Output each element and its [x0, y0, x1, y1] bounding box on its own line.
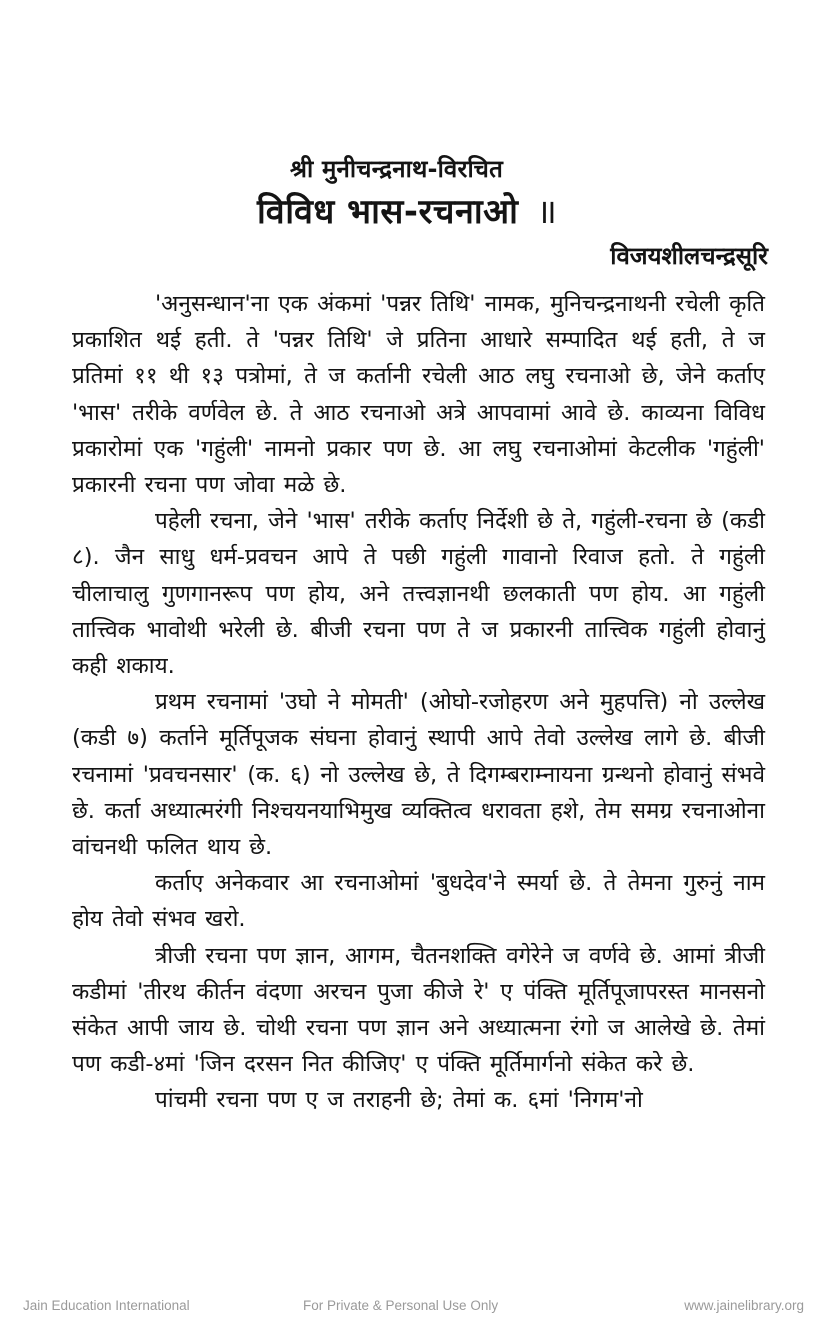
paragraph-2: पहेली रचना, जेने 'भास' तरीके कर्ताए निर्देशी छे ते, गहुंली-रचना छे (कडी ८). जैन साधु धर्म-प्रवचन आपे ते पछी गहुंली गावानो रिवाज हतो. ते गहुंली चीलाचालु गुणगानरूप पण होय, अने तत्त्वज्ञानथी छलकाती पण होय. आ गहुंली तात्त्विक भावोथी भरेली छे. बीजी रचना पण ते ज प्रकारनी तात्त्विक गहुंली होवानुं कही शकाय. — [72, 508, 765, 680]
footer-publisher: Jain Education International — [23, 1298, 190, 1313]
page-footer — [0, 1298, 828, 1318]
paragraph-1: 'अनुसन्धान'ना एक अंकमां 'पन्नर तिथि' नामक, मुनिचन्द्रनाथनी रचेली कृति प्रकाशित थई हती. ते 'पन्नर तिथि' जे प्रतिना आधारे सम्पादित थई हती, ते ज प्रतिमां ११ थी १३ पत्रोमां, ते ज कर्तानी रचेली आठ लघु रचनाओ छे, जेने कर्ताए 'भास' तरीके वर्णवेल छे. ते आठ रचनाओ अत्रे आपवामां आवे छे. काव्यना विविध प्रकारोमां एक 'गहुंली' नामनो प्रकार पण छे. आ लघु रचनाओमां केटलीक 'गहुंली' प्रकारनी रचना पण जोवा मळे छे. — [72, 291, 765, 499]
footer-usage-notice: For Private & Personal Use Only — [303, 1298, 499, 1313]
author-name: विजयशीलचन्द्रसूरि — [610, 242, 768, 270]
title-double-danda: ॥ — [536, 192, 558, 232]
article-body — [72, 286, 765, 1119]
paragraph-3: प्रथम रचनामां 'उघो ने मोमती' (ओघो-रजोहरण अने मुहपत्ति) नो उल्लेख (कडी ७) कर्ताने मूर्तिपूजक संघना होवानुं स्थापी आपे तेवो उल्लेख लागे छे. बीजी रचनामां 'प्रवचनसार' (क. ६) नो उल्लेख छे, ते दिगम्बराम्नायना ग्रन्थनो होवानुं संभवे छे. कर्ता अध्यात्मरंगी निश्चयनयाभिमुख व्यक्तित्व धरावता हशे, तेम समग्र रचनाओना वांचनथी फलित थाय छे. — [72, 689, 765, 861]
footer-website-link[interactable]: www.jainelibrary.org — [684, 1298, 804, 1313]
paragraph-5: त्रीजी रचना पण ज्ञान, आगम, चैतनशक्ति वगेरेने ज वर्णवे छे. आमां त्रीजी कडीमां 'तीरथ कीर्तन वंदणा अरचन पुजा कीजे रे' ए पंक्ति मूर्तिपूजापरस्त मानसनो संकेत आपी जाय छे. चोथी रचना पण ज्ञान अने अध्यात्मना रंगो ज आलेखे छे. तेमां पण कडी-४मां 'जिन दरसन नित कीजिए' ए पंक्ति मूर्तिमार्गनो संकेत करे छे. — [72, 942, 765, 1078]
title-text: विविध भास-रचनाओ — [257, 192, 519, 232]
paragraph-4: कर्ताए अनेकवार आ रचनाओमां 'बुधदेव'ने स्मर्या छे. ते तेमना गुरुनुं नाम होय तेवो संभव खरो. — [72, 870, 765, 933]
document-subtitle: श्री मुनीचन्द्रनाथ-विरचित — [290, 155, 503, 183]
document-title — [257, 187, 557, 233]
paragraph-6: पांचमी रचना पण ए ज तराहनी छे; तेमां क. ६मां 'निगम'नो — [155, 1087, 643, 1114]
